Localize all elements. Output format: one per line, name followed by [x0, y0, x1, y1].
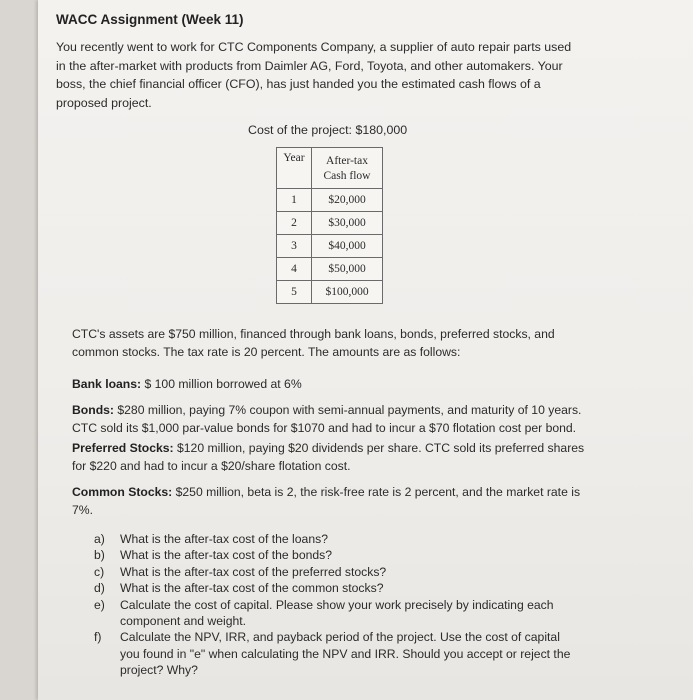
cash-flow-table	[276, 147, 383, 304]
common-paragraph	[72, 484, 597, 519]
year-cell: 1	[277, 189, 312, 212]
list-item	[94, 597, 574, 630]
table-header-row	[277, 148, 383, 189]
list-item	[94, 564, 574, 580]
question-text: What is the after-tax cost of the common stocks?	[120, 581, 384, 596]
list-item	[94, 531, 574, 547]
preferred-paragraph	[72, 440, 597, 475]
assets-paragraph: CTC's assets are $750 million, financed through bank loans, bonds, preferred stocks, and common stocks. The tax rate is 20 percent. The amounts are as follows:	[72, 327, 555, 359]
question-label: d)	[94, 581, 105, 596]
project-cost-label: Cost of the project: $180,000	[248, 123, 408, 137]
question-list	[94, 531, 574, 679]
question-text: What is the after-tax cost of the loans?	[120, 532, 328, 546]
common-text: $250 million, beta is 2, the risk-free rate is 2 percent, and the market rate is 7%.	[72, 485, 581, 517]
document-page	[38, 0, 693, 700]
question-label: a)	[94, 532, 105, 546]
year-cell: 4	[277, 258, 312, 281]
bonds-text: $280 million, paying 7% coupon with semi-annual payments, and maturity of 10 years. CTC sold its $1,000 par-value bonds for $1070 and had to incur a $70 flotation cost per bond.	[72, 403, 582, 435]
question-text: Calculate the NPV, IRR, and payback period of the project. Use the cost of capital you found in "e" when calculating the NPV and IRR. Should you accept or reject the project? Why?	[120, 630, 571, 678]
assignment-title: WACC Assignment (Week 11)	[56, 12, 244, 27]
cash-cell: $100,000	[312, 281, 383, 304]
table-row	[277, 235, 383, 258]
list-item	[94, 629, 574, 678]
table-row	[277, 212, 383, 235]
question-text: What is the after-tax cost of the bonds?	[120, 548, 333, 563]
question-label: e)	[94, 597, 105, 612]
cash-flow-header	[312, 148, 383, 189]
cash-cell: $20,000	[312, 189, 383, 212]
bank-loans-label: Bank loans:	[72, 377, 142, 391]
intro-paragraph: You recently went to work for CTC Components Company, a supplier of auto repair parts used in the after-market with products from Daimler AG, Ford, Toyota, and other automakers. Your boss, the chief financial officer (CFO), has just handed you the estimated cash flows of a proposed project.	[56, 40, 572, 110]
year-cell: 3	[277, 235, 312, 258]
list-item	[94, 580, 574, 596]
question-label: f)	[94, 630, 102, 645]
cash-flow-header-line1: After-tax	[326, 155, 368, 167]
question-label: c)	[94, 564, 105, 579]
cash-cell: $30,000	[312, 212, 383, 235]
cash-cell: $40,000	[312, 235, 383, 258]
bank-loans-text: $ 100 million borrowed at 6%	[141, 377, 302, 391]
cash-flow-header-line2: Cash flow	[323, 170, 371, 182]
common-label: Common Stocks:	[72, 485, 173, 499]
bonds-paragraph	[72, 402, 597, 437]
cash-cell: $50,000	[312, 258, 383, 281]
year-cell: 5	[277, 281, 312, 304]
bank-loans-paragraph	[72, 376, 597, 394]
table-row	[277, 189, 383, 212]
year-cell: 2	[277, 212, 312, 235]
year-header: Year	[277, 148, 312, 189]
question-text: What is the after-tax cost of the preferred stocks?	[120, 564, 387, 579]
preferred-text: $120 million, paying $20 dividends per share. CTC sold its preferred shares for $220 and had to incur a $20/share flotation cost.	[72, 441, 585, 473]
question-text: Calculate the cost of capital. Please show your work precisely by indicating each component and weight.	[120, 597, 554, 629]
table-row	[277, 258, 383, 281]
bonds-label: Bonds:	[72, 403, 114, 417]
table-row	[277, 281, 383, 304]
list-item	[94, 547, 574, 563]
question-label: b)	[94, 548, 105, 563]
preferred-label: Preferred Stocks:	[72, 441, 174, 455]
